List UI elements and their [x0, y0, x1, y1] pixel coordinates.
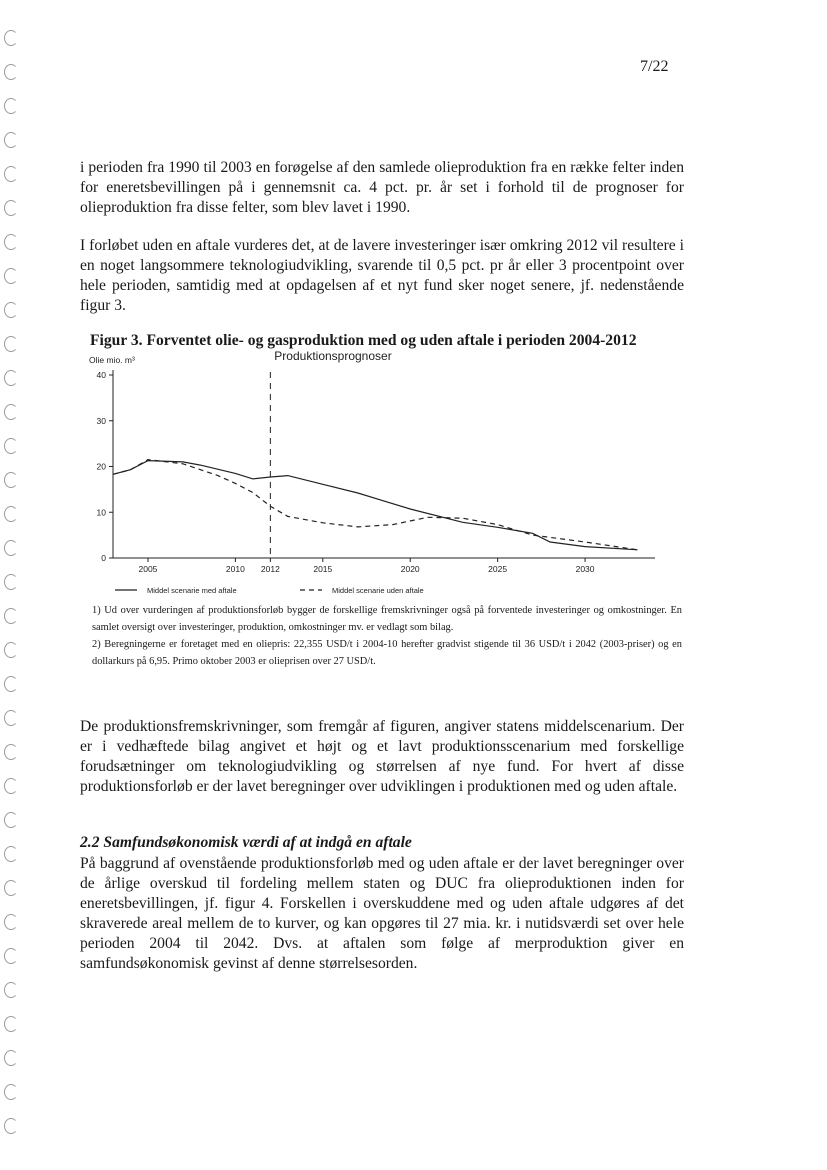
chart-title: Produktionsprognoser: [274, 350, 392, 363]
binder-hole: [4, 370, 18, 386]
y-tick-label: 10: [96, 507, 106, 518]
x-tick-label: 2030: [575, 564, 595, 574]
paragraph-2: I forløbet uden en aftale vurderes det, at de lavere investeringer især omkring 2012 vil resultere i en noget langsommere teknologiudvikling, svarende til 0,5 pct. pr år eller 3 procentpoint over hele perioden, samtidig med at opdagelsen af et nyt fund sker noget senere, jf. nedenstående figur 3.: [80, 237, 684, 314]
binder-hole: [4, 302, 18, 318]
binder-hole: [4, 132, 18, 148]
binder-hole: [4, 438, 18, 454]
binder-hole: [4, 710, 18, 726]
binder-hole: [4, 812, 18, 828]
binder-hole: [4, 642, 18, 658]
series-line-med-aftale: [113, 461, 638, 550]
binder-hole: [4, 574, 18, 590]
binder-hole: [4, 914, 18, 930]
binder-hole: [4, 948, 18, 964]
x-tick-label: 2020: [400, 564, 420, 574]
binder-hole: [4, 268, 18, 284]
paragraph-1: i perioden fra 1990 til 2003 en forøgelse af den samlede olieproduktion fra en række felter inden for eneretsbevillingen på i gennemsnit ca. 4 pct. pr. år set i forhold til de prognoser for olieproduktion fra disse felter, som blev lavet i 1990.: [80, 159, 684, 216]
series-line-uden-aftale: [113, 460, 638, 550]
chart-svg: [85, 350, 675, 600]
binder-hole: [4, 540, 18, 556]
binder-hole: [4, 982, 18, 998]
paragraph-3: De produktionsfremskrivninger, som fremgår af figuren, angiver statens middelscenarium. Der er i vedhæftede bilag angivet et højt og et lavt produktionsscenarium med forskellige forudsætninger om teknologiudvikling og størrelsen af nye fund. For hvert af disse produktionsforløb er der lavet beregninger over udviklingen i produktionen med og uden aftale.: [80, 718, 684, 795]
binder-hole: [4, 1050, 18, 1066]
page-number: 7/22: [640, 58, 669, 75]
figure-note-2: 2) Beregningerne er foretaget med en oliepris: 22,355 USD/t i 2004-10 herefter gradvist stigende til 36 USD/t i 2042 (2003-priser) og en dollarkurs på 6,95. Primo oktober 2003 er olieprisen over 27 USD/t.: [92, 639, 682, 667]
binder-hole: [4, 778, 18, 794]
binder-hole: [4, 166, 18, 182]
legend-label: Middel scenarie med aftale: [147, 586, 237, 595]
binder-hole: [4, 880, 18, 896]
binder-hole: [4, 98, 18, 114]
binder-hole: [4, 1118, 18, 1134]
figure-note-1: 1) Ud over vurderingen af produktionsforløb bygger de forskellige fremskrivninger også på forventede investeringer og omkostninger. En samlet oversigt over investeringer, produktion, omkostninger mv. er vedlagt som bilag.: [92, 605, 682, 633]
y-tick-label: 0: [101, 553, 106, 563]
binder-hole: [4, 608, 18, 624]
x-tick-label: 2025: [488, 564, 508, 574]
figure-title: Figur 3. Forventet olie- og gasproduktion med og uden aftale i perioden 2004-2012: [90, 332, 637, 349]
y-tick-label: 40: [96, 370, 106, 380]
binder-hole: [4, 744, 18, 760]
binder-hole: [4, 404, 18, 420]
legend-label: Middel scenarie uden aftale: [332, 586, 424, 595]
section-heading: 2.2 Samfundsøkonomisk værdi af at indgå en aftale: [80, 834, 412, 851]
binder-hole: [4, 506, 18, 522]
x-tick-label: 2015: [313, 564, 333, 574]
binder-hole: [4, 30, 18, 46]
binder-holes: [0, 0, 40, 1170]
figure-notes: [92, 602, 682, 670]
binder-hole: [4, 1016, 18, 1032]
binder-hole: [4, 472, 18, 488]
x-tick-label: 2005: [138, 564, 158, 574]
binder-hole: [4, 336, 18, 352]
binder-hole: [4, 1084, 18, 1100]
y-tick-label: 20: [96, 461, 106, 472]
binder-hole: [4, 200, 18, 216]
binder-hole: [4, 676, 18, 692]
binder-hole: [4, 234, 18, 250]
y-axis-label: Olie mio. m³: [89, 355, 135, 365]
binder-hole: [4, 64, 18, 80]
production-chart: [85, 350, 675, 605]
x-tick-label: 2012: [260, 564, 280, 574]
binder-hole: [4, 846, 18, 862]
paragraph-4: På baggrund af ovenstående produktionsforløb med og uden aftale er der lavet beregninger over de årlige overskud til fordeling mellem staten og DUC fra olieproduktionen inden for eneretsbevillingen, jf. figur 4. Forskellen i overskuddene med og uden aftale udgøres af det skraverede areal mellem de to kurver, og kan opgøres til 27 mia. kr. i nutidsværdi set over hele perioden 2004 til 2042. Dvs. at aftalen som følge af merproduktion giver en samfundsøkonomisk gevinst af denne størrelsesorden.: [80, 855, 684, 972]
x-tick-label: 2010: [225, 564, 245, 574]
y-tick-label: 30: [96, 415, 106, 426]
